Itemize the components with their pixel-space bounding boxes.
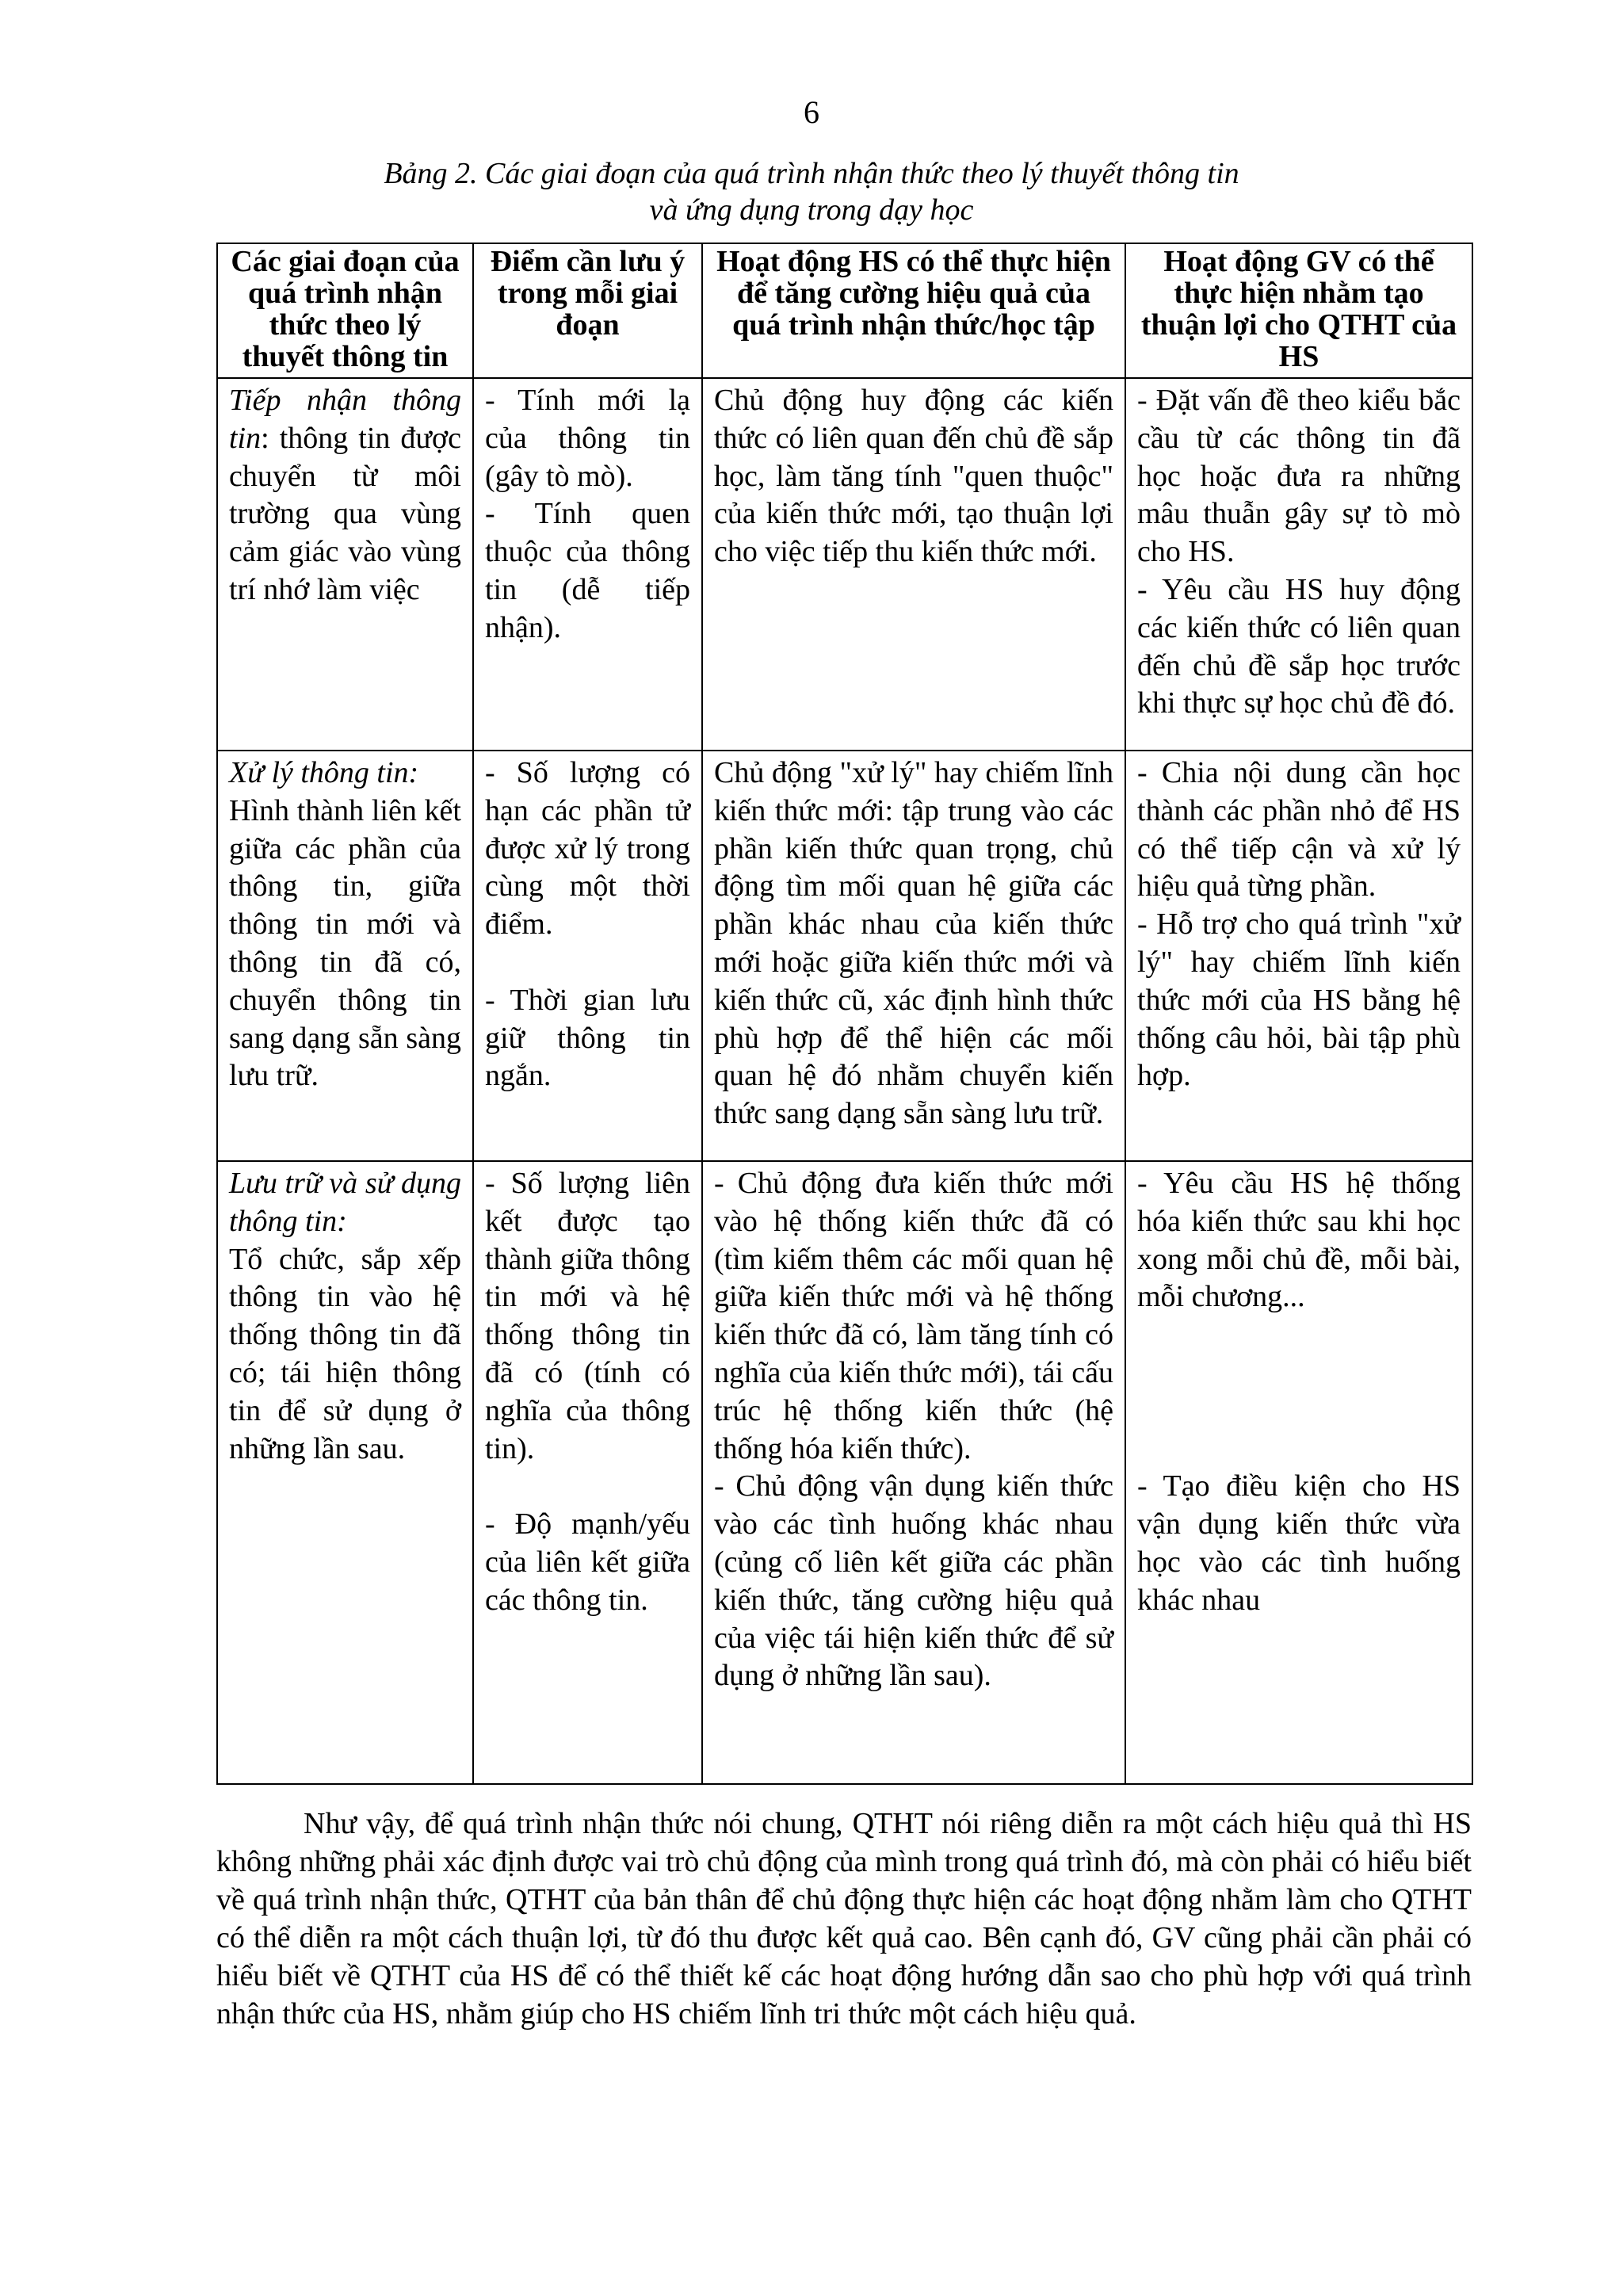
caption-line-2: và ứng dụng trong dạy học: [649, 193, 974, 227]
teacher-cell: [1125, 751, 1472, 1161]
notes-cell: [473, 1161, 702, 1784]
caption-line-1: Bảng 2. Các giai đoạn của quá trình nhận thức theo lý thuyết thông tin: [384, 157, 1239, 190]
table-caption: [0, 155, 1623, 228]
teacher-item: - Yêu cầu HS huy động các kiến thức có liên quan đến chủ đề sắp học trước khi thực sự học chủ đề đó.: [1137, 572, 1461, 720]
note-item: - Số lượng liên kết được tạo thành giữa thông tin mới và hệ thống thông tin đã có (tính có nghĩa của thông tin).: [485, 1167, 690, 1465]
notes-cell: [473, 751, 702, 1161]
teacher-item: - Yêu cầu HS hệ thống hóa kiến thức sau khi học xong mỗi chủ đề, mỗi bài, mỗi chương...: [1137, 1167, 1461, 1314]
spacer: [1137, 1392, 1461, 1469]
table-row: [217, 1161, 1472, 1784]
student-item: - Chủ động đưa kiến thức mới vào hệ thống kiến thức đã có (tìm kiếm thêm các mối quan hệ giữa kiến thức mới và hệ thống kiến thức đã có, làm tăng tính có nghĩa của kiến thức mới), tái cấu trúc hệ thống kiến thức (hệ thống hóa kiến thức).: [714, 1167, 1113, 1465]
stage-title: Xử lý thông tin:: [229, 756, 419, 789]
note-item: - Thời gian lưu giữ thông tin ngắn.: [485, 983, 690, 1093]
student-item: Chủ động "xử lý" hay chiếm lĩnh kiến thức mới: tập trung vào các phần kiến thức quan trọng, chủ động tìm mối quan hệ giữa các phần khác nhau của kiến thức mới hoặc giữa kiến thức mới và kiến thức cũ, xác định hình thức phù hợp để thể hiện các mối quan hệ đó nhằm chuyển kiến thức sang dạng sẵn sàng lưu trữ.: [714, 756, 1113, 1131]
teacher-cell: [1125, 378, 1472, 751]
teacher-cell: [1125, 1161, 1472, 1784]
student-cell: [702, 378, 1125, 751]
body-paragraph: Như vậy, để quá trình nhận thức nói chung, QTHT nói riêng diễn ra một cách hiệu quả thì HS không những phải xác định được vai trò chủ động của mình trong quá trình đó, mà còn phải có hiểu biết về quá trình nhận thức, QTHT của bản thân để chủ động thực hiện các hoạt động nhằm làm cho QTHT có thể diễn ra một cách thuận lợi, từ đó thu được kết quả cao. Bên cạnh đó, GV cũng phải cần phải có hiểu biết về QTHT của HS để có thể thiết kế các hoạt động hướng dẫn sao cho phù hợp với quá trình nhận thức của HS, nhằm giúp cho HS chiếm lĩnh tri thức một cách hiệu quả.: [216, 1807, 1472, 2030]
header-teacher: Hoạt động GV có thể thực hiện nhằm tạo thuận lợi cho QTHT của HS: [1125, 243, 1472, 378]
header-stage: Các giai đoạn của quá trình nhận thức theo lý thuyết thông tin: [217, 243, 473, 378]
notes-cell: [473, 378, 702, 751]
student-cell: [702, 1161, 1125, 1784]
stages-table: [216, 243, 1473, 1785]
stage-title: Lưu trữ và sử dụng thông tin:: [229, 1167, 461, 1238]
stage-desc: : thông tin được chuyển từ môi trường qua vùng cảm giác vào vùng trí nhớ làm việc: [229, 421, 461, 606]
teacher-item: - Tạo điều kiện cho HS vận dụng kiến thức vừa học vào các tình huống khác nhau: [1137, 1469, 1461, 1617]
teacher-item: - Chia nội dung cần học thành các phần nhỏ để HS có thể tiếp cận và xử lý hiệu quả từng phần.: [1137, 756, 1461, 904]
note-item: - Tính mới lạ của thông tin (gây tò mò).: [485, 384, 690, 493]
note-item: - Độ mạnh/yếu của liên kết giữa các thông tin.: [485, 1507, 690, 1617]
stage-desc: Tổ chức, sắp xếp thông tin vào hệ thống thông tin đã có; tái hiện thông tin để sử dụng ở những lần sau.: [229, 1242, 461, 1465]
note-item: - Số lượng có hạn các phần tử được xử lý trong cùng một thời điểm.: [485, 756, 690, 942]
page-number: 6: [804, 94, 819, 130]
header-student: Hoạt động HS có thể thực hiện để tăng cường hiệu quả của quá trình nhận thức/học tập: [702, 243, 1125, 378]
student-cell: [702, 751, 1125, 1161]
teacher-item: - Hỗ trợ cho quá trình "xử lý" hay chiếm lĩnh kiến thức mới của HS bằng hệ thống câu hỏi, bài tập phù hợp.: [1137, 907, 1461, 1093]
table-header-row: [217, 243, 1472, 378]
student-item: - Chủ động vận dụng kiến thức vào các tình huống khác nhau (củng cố liên kết giữa các phần kiến thức, tăng cường hiệu quả của việc tái hiện kiến thức để sử dụng ở những lần sau).: [714, 1469, 1113, 1693]
spacer: [485, 1468, 690, 1506]
table-row: [217, 751, 1472, 1161]
stage-cell: [217, 1161, 473, 1784]
stage-desc: Hình thành liên kết giữa các phần của thông tin, giữa thông tin mới và thông tin đã có, chuyển thông tin sang dạng sẵn sàng lưu trữ.: [229, 793, 461, 1093]
spacer: [1137, 1316, 1461, 1392]
spacer: [485, 944, 690, 982]
teacher-item: - Đặt vấn đề theo kiểu bắc cầu từ các thông tin đã học hoặc đưa ra những mâu thuẫn gây sự tò mò cho HS.: [1137, 384, 1461, 569]
stage-cell: [217, 378, 473, 751]
note-item: - Tính quen thuộc của thông tin (dễ tiếp nhận).: [485, 497, 690, 644]
stage-title: Tiếp nhận thông tin: [229, 384, 461, 455]
table-row: [217, 378, 1472, 751]
header-notes: Điểm cần lưu ý trong mỗi giai đoạn: [473, 243, 702, 378]
student-item: Chủ động huy động các kiến thức có liên quan đến chủ đề sắp học, làm tăng tính "quen thuộc" của kiến thức mới, tạo thuận lợi cho việc tiếp thu kiến thức mới.: [714, 384, 1113, 569]
stage-cell: [217, 751, 473, 1161]
